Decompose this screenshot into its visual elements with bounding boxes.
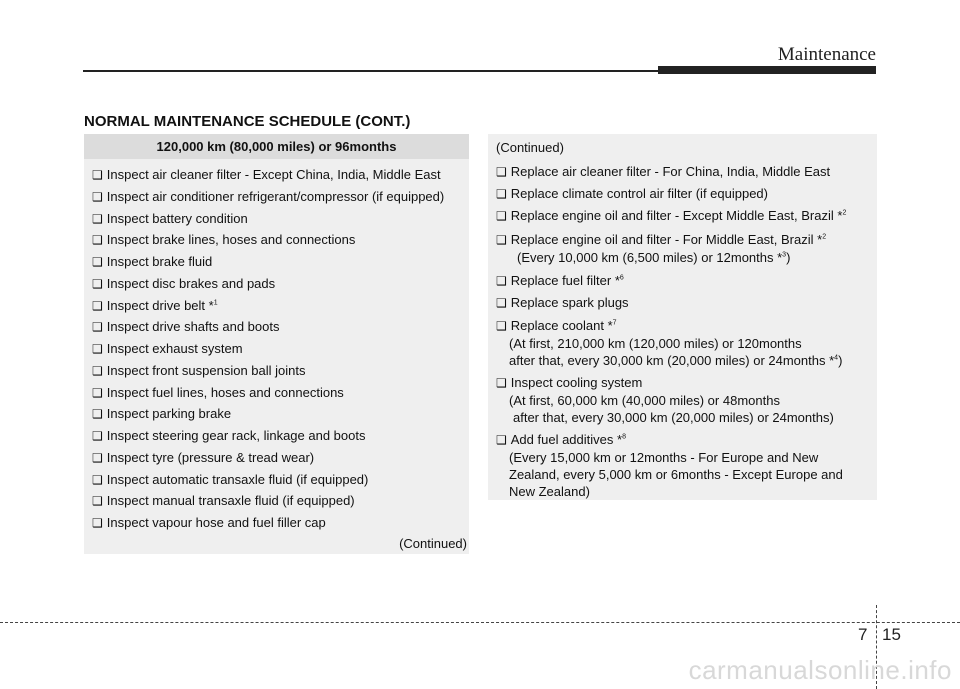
- list-item-label: Inspect drive shafts and boots: [106, 319, 280, 335]
- checkbox-icon: ❑: [92, 233, 103, 248]
- checkbox-icon: ❑: [92, 298, 103, 313]
- list-item-label: Inspect manual transaxle fluid (if equipped): [106, 493, 355, 509]
- footnote-marker: 6: [619, 274, 624, 282]
- list-item: [92, 297, 218, 315]
- chapter-number: 7: [858, 625, 868, 644]
- list-item-label: Inspect steering gear rack, linkage and boots: [106, 428, 366, 443]
- left-schedule-panel: [84, 134, 469, 554]
- list-item-label: Inspect drive belt *: [106, 297, 214, 313]
- right-continued-label: (Continued): [496, 140, 564, 155]
- checkbox-icon: ❑: [92, 255, 103, 269]
- checkbox-icon: ❑: [496, 209, 507, 223]
- header-rule-thick: [658, 66, 876, 74]
- checkbox-icon: ❑: [496, 319, 507, 333]
- footnote-marker: 2: [842, 209, 847, 217]
- list-item: [92, 427, 365, 445]
- list-item: ❑ Replace climate control air filter (if equipped): [496, 186, 768, 201]
- footnote-marker: 1: [213, 299, 218, 307]
- checkbox-icon: ❑: [92, 189, 103, 204]
- list-item: [92, 253, 212, 271]
- list-item-label: Inspect brake lines, hoses and connections: [106, 232, 356, 248]
- list-item-label: Inspect parking brake: [106, 406, 232, 422]
- list-item-subtext: (At first, 210,000 km (120,000 miles) or 120months: [509, 336, 802, 351]
- checkbox-icon: ❑: [92, 363, 103, 378]
- list-item: [92, 514, 326, 532]
- header-section-title: Maintenance: [777, 44, 876, 65]
- checkbox-icon: ❑: [496, 165, 507, 179]
- list-item-label: Inspect disc brakes and pads: [106, 275, 276, 291]
- list-item: ❑ Replace spark plugs: [496, 295, 629, 310]
- checkbox-icon: ❑: [92, 320, 103, 335]
- list-item-label: Inspect front suspension ball joints: [106, 362, 306, 378]
- left-panel-heading: 120,000 km (80,000 miles) or 96months: [84, 134, 469, 159]
- watermark: carmanualsonline.info: [688, 655, 952, 685]
- list-item: [92, 166, 441, 184]
- footnote-marker: 4: [834, 354, 839, 362]
- list-item: ❑ Inspect cooling system (At first, 60,000 km (40,000 miles) or 48months after that, every 30,000 km (20,000 miles) or 24months): [496, 375, 834, 425]
- list-item-subtext: Zealand, every 5,000 km or 6months - Except Europe and: [509, 467, 843, 482]
- list-item: ❑ Replace air cleaner filter - For China, India, Middle East: [496, 164, 831, 179]
- list-item: [92, 318, 279, 336]
- list-item: [92, 492, 355, 510]
- checkbox-icon: ❑: [496, 274, 507, 288]
- list-item-subtext: (Every 15,000 km or 12months - For Europe and New: [509, 450, 819, 465]
- list-item: ❑ Replace coolant *$^7$ (At first, 210,000 km (120,000 miles) or 120months after that, every 30,000 km (20,000 miles) or 24months *$^4$): [496, 318, 843, 368]
- checkbox-icon: ❑: [92, 168, 103, 182]
- checkbox-icon: ❑: [496, 296, 507, 310]
- right-schedule-panel: [488, 134, 877, 500]
- list-item: ❑ Replace fuel filter *$^6$: [496, 273, 624, 288]
- checkbox-icon: ❑: [92, 276, 103, 291]
- checkbox-icon: ❑: [92, 407, 103, 422]
- list-item: ❑ Replace engine oil and filter - For Middle East, Brazil *$^2$ (Every 10,000 km (6,500 miles) or 12months *$^3$): [496, 232, 827, 265]
- checkbox-icon: ❑: [496, 433, 507, 447]
- list-item-subtext: after that, every 30,000 km (20,000 miles) or 24months *$^4$): [509, 353, 843, 368]
- checkbox-icon: ❑: [92, 385, 103, 400]
- list-item: [92, 231, 355, 249]
- list-item: [92, 210, 248, 228]
- list-item: [92, 275, 275, 293]
- checkbox-icon: ❑: [92, 494, 103, 509]
- list-item: [92, 188, 444, 206]
- list-item-label: Inspect fuel lines, hoses and connections: [106, 384, 344, 400]
- checkbox-icon: ❑: [496, 376, 507, 390]
- list-item-label: Inspect exhaust system: [106, 341, 243, 356]
- list-item-subtext: New Zealand): [509, 484, 590, 499]
- list-item-subtext: (At first, 60,000 km (40,000 miles) or 48months: [509, 393, 780, 408]
- footer-divider: [0, 622, 960, 623]
- checkbox-icon: ❑: [92, 472, 103, 487]
- checkbox-icon: ❑: [92, 450, 103, 465]
- list-item: [92, 471, 368, 489]
- checkbox-icon: ❑: [92, 429, 103, 443]
- list-item-label: Inspect vapour hose and fuel filler cap: [106, 515, 326, 530]
- list-item: ❑ Add fuel additives *$^8$ (Every 15,000 km or 12months - For Europe and New Zealand, every 5,000 km or 6months - Except Europe and New Zealand): [496, 432, 843, 499]
- checkbox-icon: ❑: [92, 211, 103, 226]
- list-item: ❑ Replace engine oil and filter - Except Middle East, Brazil *$^2$: [496, 208, 847, 223]
- list-item: [92, 405, 231, 423]
- list-item: [92, 340, 243, 358]
- checkbox-icon: ❑: [92, 516, 103, 530]
- page-title: NORMAL MAINTENANCE SCHEDULE (CONT.): [84, 113, 411, 130]
- list-item: [92, 384, 344, 402]
- checkbox-icon: ❑: [496, 187, 507, 201]
- checkbox-icon: ❑: [496, 233, 507, 247]
- footnote-marker: 2: [822, 233, 827, 241]
- list-item-label: Inspect air conditioner refrigerant/compressor (if equipped): [106, 188, 445, 204]
- list-item-label: Inspect air cleaner filter - Except China, India, Middle East: [106, 167, 441, 182]
- left-continued-label: (Continued): [399, 536, 467, 551]
- checkbox-icon: ❑: [92, 342, 103, 356]
- header-rule-thin: [83, 70, 663, 72]
- list-item: [92, 449, 314, 467]
- list-item-label: Inspect brake fluid: [106, 254, 213, 269]
- footnote-marker: 7: [612, 319, 617, 327]
- list-item: [92, 362, 306, 380]
- list-item-subtext: after that, every 30,000 km (20,000 miles) or 24months): [513, 410, 834, 425]
- footnote-marker: 3: [782, 251, 787, 259]
- page-number: 15: [882, 625, 901, 644]
- list-item-label: Inspect tyre (pressure & tread wear): [106, 449, 315, 465]
- list-item-label: Inspect battery condition: [106, 210, 248, 226]
- list-item-label: Inspect automatic transaxle fluid (if equipped): [106, 471, 369, 487]
- footnote-marker: 8: [622, 433, 626, 441]
- list-item-subtext: (Every 10,000 km (6,500 miles) or 12months *$^3$): [517, 250, 791, 265]
